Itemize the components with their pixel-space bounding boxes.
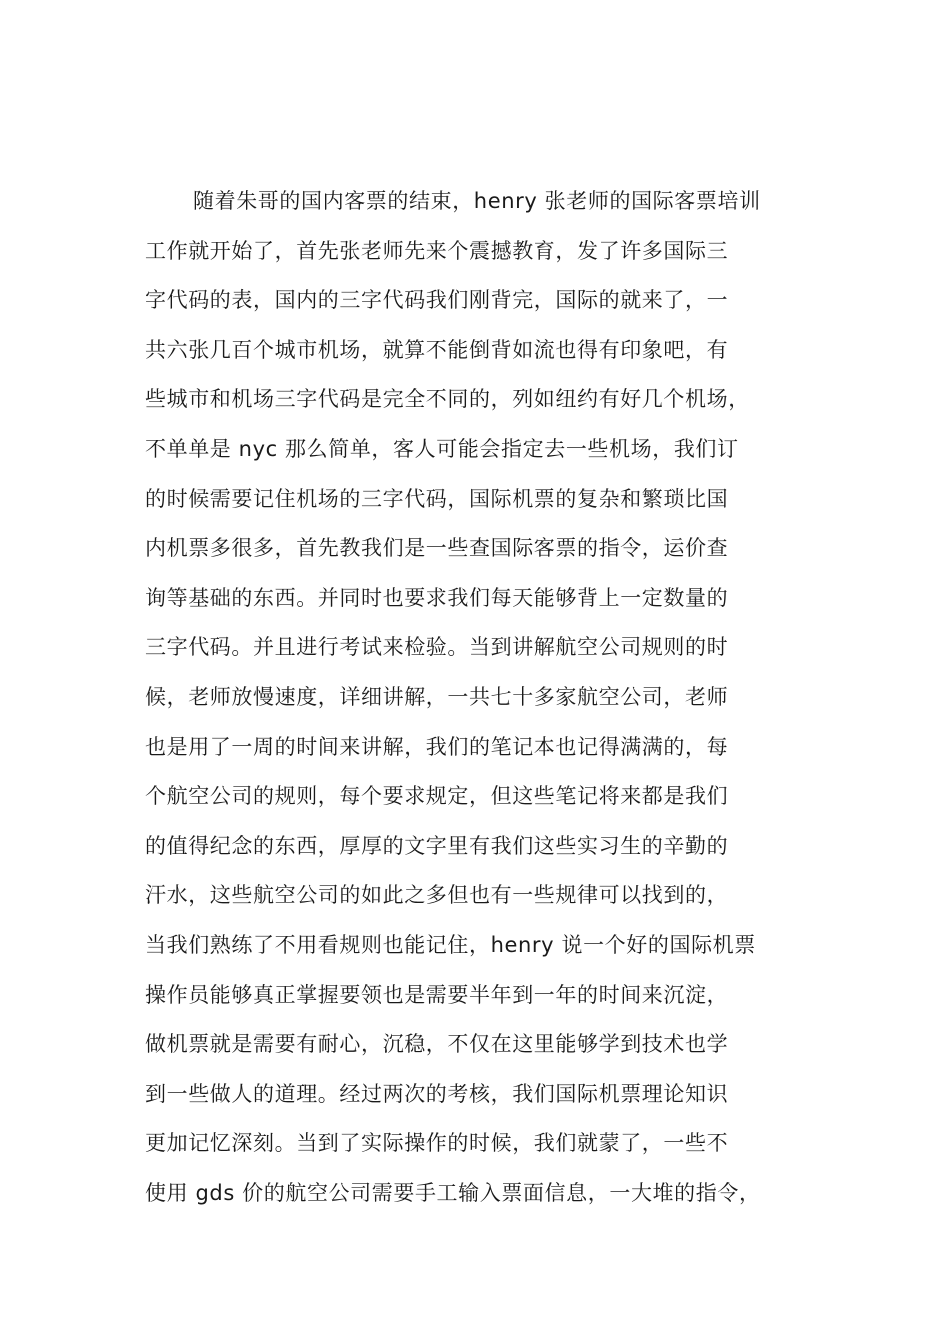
text-line: 工作就开始了，首先张老师先来个震撼教育，发了许多国际三 — [145, 238, 729, 263]
text-line: 做机票就是需要有耐心，沉稳，不仅在这里能够学到技术也学 — [145, 1032, 729, 1057]
text-line: 字代码的表，国内的三字代码我们刚背完，国际的就来了，一 — [145, 288, 729, 313]
text-line: 到一些做人的道理。经过两次的考核，我们国际机票理论知识 — [145, 1081, 729, 1106]
text-line: 三字代码。并且进行考试来检验。当到讲解航空公司规则的时 — [145, 635, 729, 660]
text-line: 候，老师放慢速度，详细讲解，一共七十多家航空公司，老师 — [145, 684, 729, 709]
text-line: 也是用了一周的时间来讲解，我们的笔记本也记得满满的，每 — [145, 734, 729, 759]
text-line: 些城市和机场三字代码是完全不同的，列如纽约有好几个机场， — [145, 387, 750, 412]
text-line: 当我们熟练了不用看规则也能记住，henry 说一个好的国际机票 — [145, 932, 756, 957]
text-line: 更加记忆深刻。当到了实际操作的时候，我们就蒙了，一些不 — [145, 1131, 729, 1156]
text-line: 操作员能够真正掌握要领也是需要半年到一年的时间来沉淀， — [145, 982, 729, 1007]
body-paragraph — [145, 177, 825, 1218]
text-line: 个航空公司的规则，每个要求规定，但这些笔记将来都是我们 — [145, 784, 729, 809]
text-line: 汗水，这些航空公司的如此之多但也有一些规律可以找到的， — [145, 883, 729, 908]
text-line: 询等基础的东西。并同时也要求我们每天能够背上一定数量的 — [145, 585, 729, 610]
text-line: 使用 gds 价的航空公司需要手工输入票面信息，一大堆的指令， — [145, 1180, 761, 1205]
text-line: 不单单是 nyc 那么简单，客人可能会指定去一些机场，我们订 — [145, 436, 739, 461]
text-line: 的时候需要记住机场的三字代码，国际机票的复杂和繁琐比国 — [145, 486, 729, 511]
text-line: 的值得纪念的东西，厚厚的文字里有我们这些实习生的辛勤的 — [145, 833, 729, 858]
text-line: 随着朱哥的国内客票的结束，henry 张老师的国际客票培训 — [193, 189, 761, 213]
text-line: 内机票多很多，首先教我们是一些查国际客票的指令，运价查 — [145, 536, 729, 561]
text-line: 共六张几百个城市机场，就算不能倒背如流也得有印象吧，有 — [145, 337, 729, 362]
